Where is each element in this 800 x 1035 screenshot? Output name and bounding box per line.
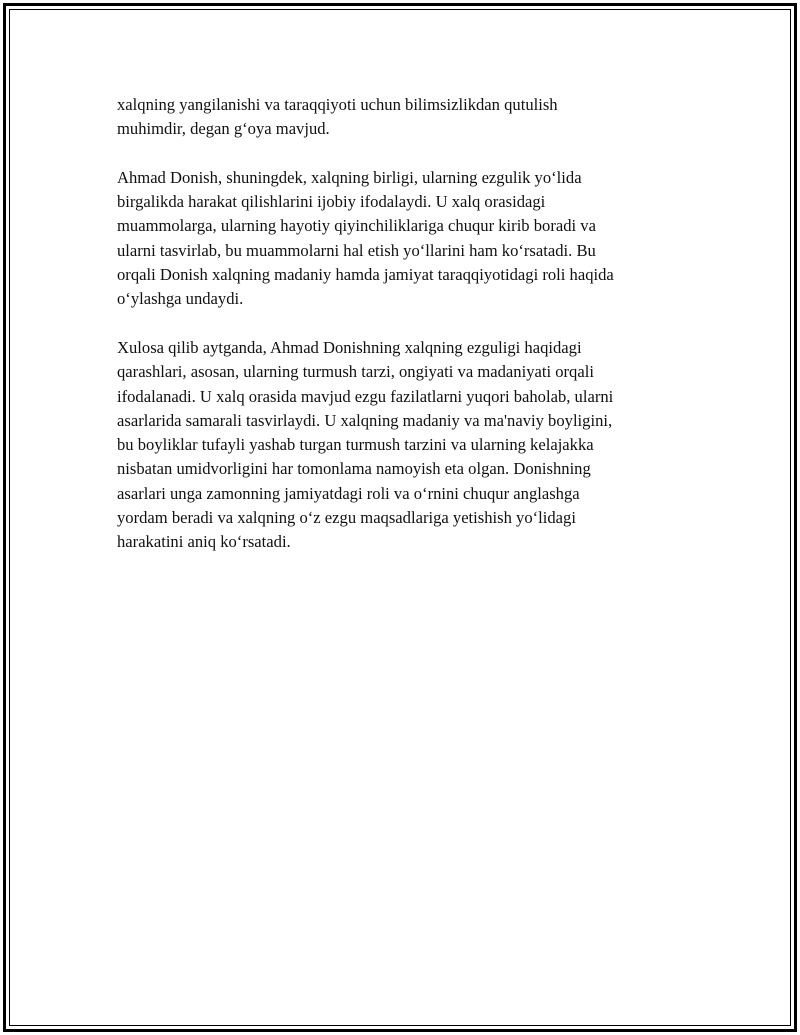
text-line: qarashlari, asosan, ularning turmush tarzi, ongiyati va madaniyati orqali [117,362,594,382]
text-line: o‘ylashga undaydi. [117,289,244,309]
text-line: nisbatan umidvorligini har tomonlama namoyish eta olgan. Donishning [117,459,591,479]
text-line: Ahmad Donish, shuningdek, xalqning birligi, ularning ezgulik yo‘lida [117,167,582,187]
paragraph-3 [117,336,687,555]
text-line: asarlari unga zamonning jamiyatdagi roli va o‘rnini chuqur anglashga [117,483,580,503]
text-line: asarlarida samarali tasvirlaydi. U xalqning madaniy va ma'naviy boyligini, [117,410,613,430]
text-line: muhimdir, degan g‘oya mavjud. [117,119,330,139]
text-line: muammolarga, ularning hayotiy qiyinchiliklariga chuqur kirib boradi va [117,216,596,236]
text-line: ifodalanadi. U xalq orasida mavjud ezgu fazilatlarni yuqori baholab, ularni [117,386,614,406]
text-line: orqali Donish xalqning madaniy hamda jamiyat taraqqiyotidagi roli haqida [117,265,614,285]
text-line: ularni tasvirlab, bu muammolarni hal etish yo‘llarini ham ko‘rsatadi. Bu [117,240,596,260]
text-line: yordam beradi va xalqning o‘z ezgu maqsadlariga yetishish yo‘lidagi [117,508,576,528]
document-body [117,93,687,579]
paragraph-1 [117,93,687,142]
text-line: xalqning yangilanishi va taraqqiyoti uchun bilimsizlikdan qutulish [117,95,558,114]
text-line: harakatini aniq ko‘rsatadi. [117,532,291,552]
paragraph-2 [117,166,687,312]
text-line: bu boyliklar tufayli yashab turgan turmush tarzini va ularning kelajakka [117,435,594,455]
text-line: Xulosa qilib aytganda, Ahmad Donishning xalqning ezguligi haqidagi [117,337,582,357]
text-line: birgalikda harakat qilishlarini ijobiy ifodalaydi. U xalq orasidagi [117,192,546,212]
